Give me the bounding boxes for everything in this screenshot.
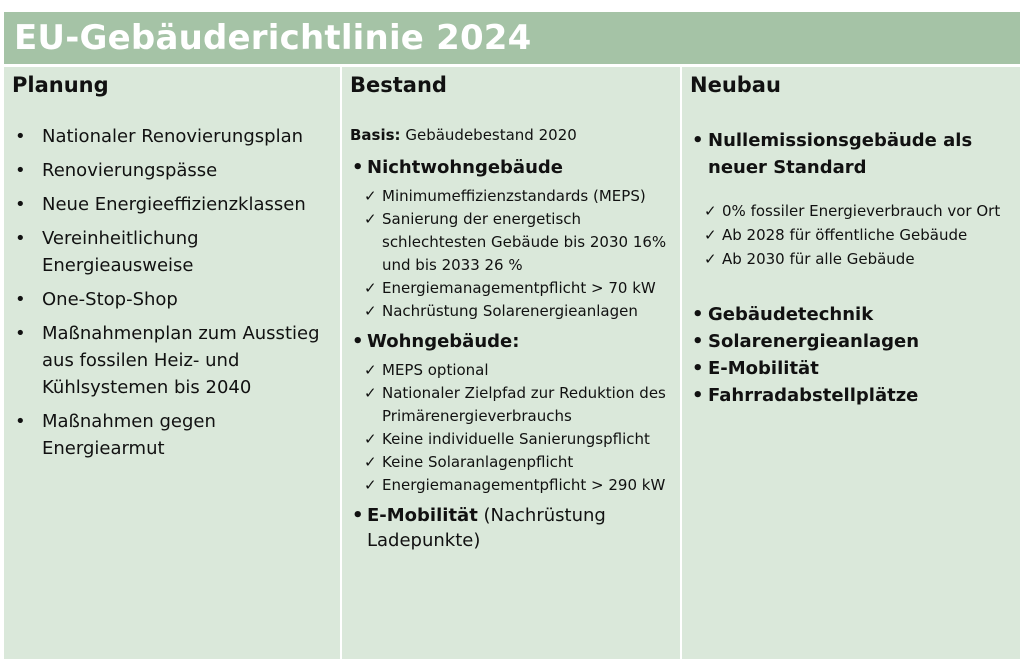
neubau-list [690, 127, 1016, 409]
emob-label: E-Mobilität [367, 505, 478, 526]
planung-list [12, 123, 334, 469]
column-neubau [682, 67, 1020, 659]
list-item: • Fahrradabstellplätze [690, 382, 1016, 409]
slide-title: EU-Gebäuderichtlinie 2024 [14, 18, 532, 58]
check-item: ✓ Energiemanagementpflicht > 70 kW [364, 277, 676, 300]
list-item: • E-Mobilität [690, 355, 1016, 382]
nichtwohn-label: Nichtwohngebäude [367, 157, 563, 178]
wohn-bullet [350, 329, 676, 354]
nullemission-bullet: • Nullemissionsgebäude als neuer Standard [690, 127, 1016, 181]
check-item: ✓ Ab 2028 für öffentliche Gebäude [704, 223, 1016, 247]
basis-line [350, 126, 577, 144]
list-item: • Solarenergieanlagen [690, 328, 1016, 355]
check-item: ✓ 0% fossiler Energieverbrauch vor Ort [704, 199, 1016, 223]
neubau-checks [704, 199, 1016, 271]
emob-bullet [350, 503, 676, 553]
nichtwohn-bullet [350, 155, 676, 180]
check-item: ✓ Nachrüstung Solarenergieanlagen [364, 300, 676, 323]
column-bestand [342, 67, 680, 659]
column-planung [4, 67, 340, 659]
wohn-checks [364, 359, 676, 497]
check-item: ✓ MEPS optional [364, 359, 676, 382]
list-item: • Vereinheitlichung Energieausweise [12, 225, 334, 279]
list-item: • One-Stop-Shop [12, 286, 334, 313]
column-heading-bestand: Bestand [350, 73, 447, 97]
emob-detail: (Nachrüstung Ladepunkte) [367, 505, 606, 551]
check-item: ✓ Sanierung der energetisch schlechtesten Gebäude bis 2030 16% und bis 2033 26 % [364, 208, 676, 277]
list-item: • Gebäudetechnik [690, 301, 1016, 328]
check-item: ✓ Nationaler Zielpfad zur Reduktion des Primärenergieverbrauchs [364, 382, 676, 428]
column-heading-neubau: Neubau [690, 73, 781, 97]
check-item: ✓ Keine individuelle Sanierungspflicht [364, 428, 676, 451]
wohn-label: Wohngebäude: [367, 331, 520, 352]
list-item: • Renovierungspässe [12, 157, 334, 184]
neubau-bullets [690, 301, 1016, 409]
check-item: ✓ Energiemanagementpflicht > 290 kW [364, 474, 676, 497]
list-item: • Maßnahmenplan zum Ausstieg aus fossilen Heiz- und Kühlsystemen bis 2040 [12, 320, 334, 401]
basis-value: Gebäudebestand 2020 [405, 126, 577, 144]
list-item: • Nationaler Renovierungsplan [12, 123, 334, 150]
check-item: ✓ Minimumeffizienzstandards (MEPS) [364, 185, 676, 208]
check-item: ✓ Ab 2030 für alle Gebäude [704, 247, 1016, 271]
title-bar [4, 12, 1020, 64]
check-item: ✓ Keine Solaranlagenpflicht [364, 451, 676, 474]
list-item: • Neue Energieeffizienzklassen [12, 191, 334, 218]
column-heading-planung: Planung [12, 73, 109, 97]
bestand-list [350, 155, 676, 553]
basis-label: Basis: [350, 126, 401, 144]
nichtwohn-checks [364, 185, 676, 323]
list-item: • Maßnahmen gegen Energiearmut [12, 408, 334, 462]
